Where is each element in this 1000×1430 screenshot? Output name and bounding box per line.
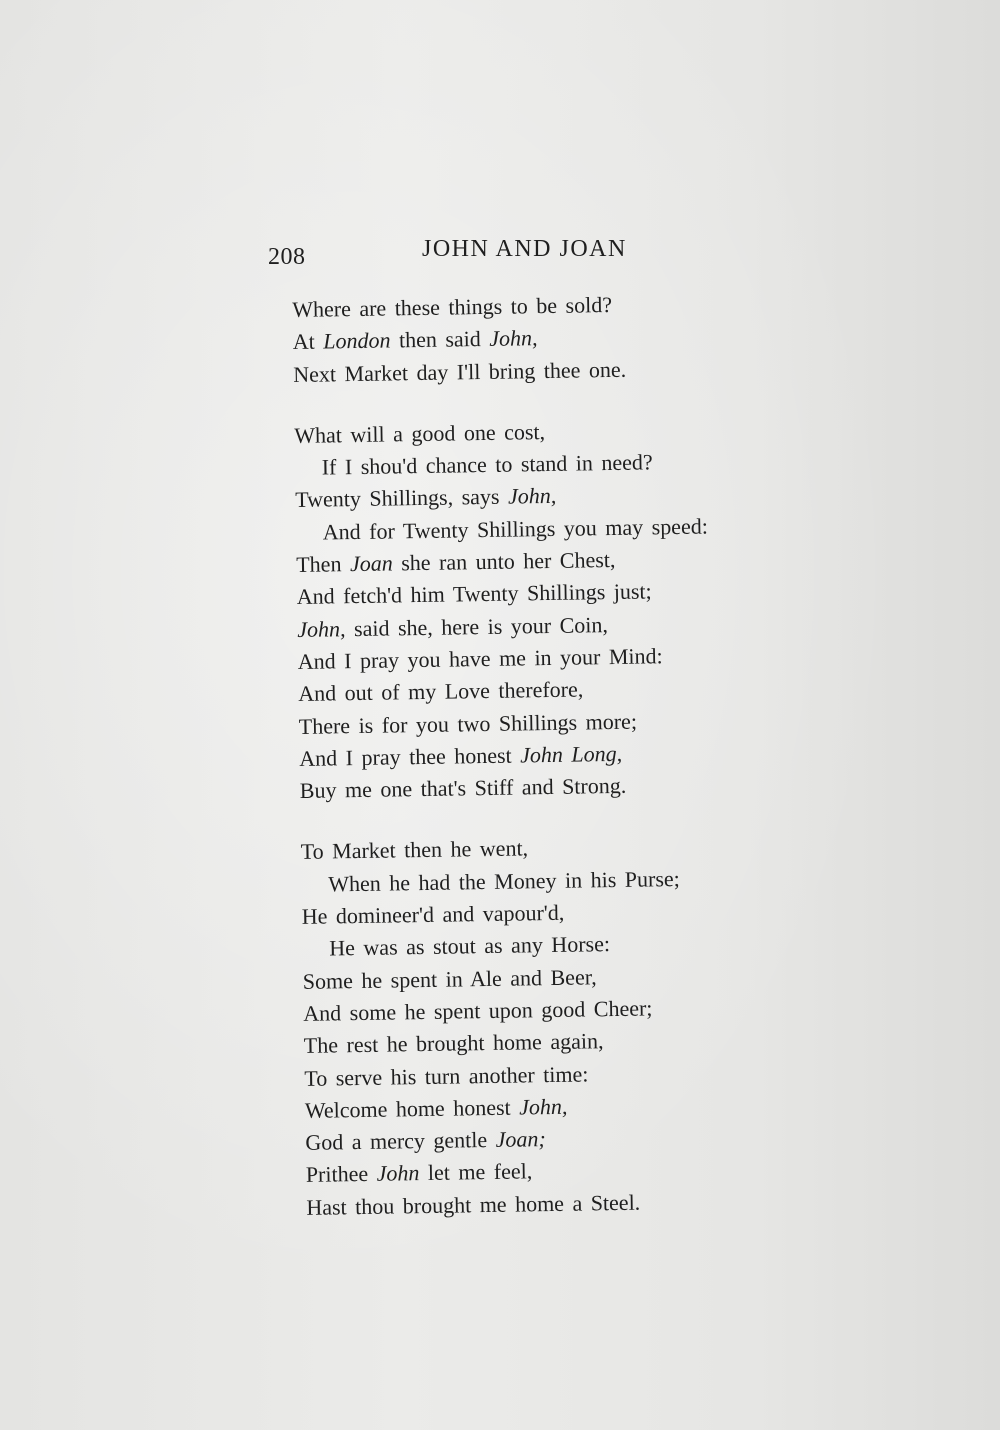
page-number: 208 [268, 244, 306, 270]
poem-line: Prithee John let me feel, [305, 1158, 533, 1188]
poem-line: God a mercy gentle Joan; [305, 1126, 546, 1156]
poem-line: And fetch'd him Twenty Shillings just; [296, 578, 652, 610]
poem-line: At London then said John, [292, 325, 538, 355]
poem-line: Next Market day I'll bring thee one. [293, 356, 627, 387]
italic-name: John, [297, 615, 346, 642]
poem-line: Hast thou brought me home a Steel. [306, 1189, 641, 1220]
poem-line: Where are these things to be sold? [292, 291, 613, 322]
poem-line: He domineer'd and vapour'd, [301, 899, 565, 929]
italic-name: John [376, 1160, 420, 1187]
poem-line: And I pray thee honest John Long, [299, 740, 623, 771]
poem-line: When he had the Money in his Purse; [328, 865, 680, 897]
italic-name: John Long, [519, 740, 623, 768]
poem [292, 286, 827, 1224]
poem-line: Then Joan she ran unto her Chest, [296, 547, 616, 578]
poem-line: There is for you two Shillings more; [298, 708, 638, 739]
italic-name: Joan [349, 550, 393, 577]
poem-line: To Market then he went, [300, 835, 529, 865]
italic-name: London [323, 327, 391, 354]
poem-line: And out of my Love therefore, [298, 676, 584, 707]
running-title: JOHN AND JOAN [422, 236, 627, 262]
poem-line: Buy me one that's Stiff and Strong. [299, 772, 627, 804]
italic-name: Joan; [495, 1126, 546, 1153]
poem-line: And for Twenty Shillings you may speed: [322, 513, 709, 545]
poem-line: Twenty Shillings, says John, [295, 483, 557, 513]
poem-line: The rest he brought home again, [303, 1028, 604, 1059]
poem-line: And I pray you have me in your Mind: [297, 643, 663, 674]
poem-line: If I shou'd chance to stand in need? [321, 449, 653, 480]
poem-line: Some he spent in Ale and Beer, [302, 963, 597, 994]
poem-line: John, said she, here is your Coin, [297, 611, 609, 642]
poem-line: He was as stout as any Horse: [329, 931, 611, 961]
running-head [268, 232, 648, 272]
poem-line: And some he spent upon good Cheer; [303, 995, 653, 1026]
poem-line: To serve his turn another time: [304, 1060, 589, 1091]
poem-line: What will a good one cost, [294, 418, 546, 448]
poem-line: Welcome home honest John, [304, 1093, 568, 1123]
italic-name: John, [489, 325, 538, 352]
italic-name: John, [518, 1093, 568, 1120]
italic-name: John, [507, 483, 557, 510]
